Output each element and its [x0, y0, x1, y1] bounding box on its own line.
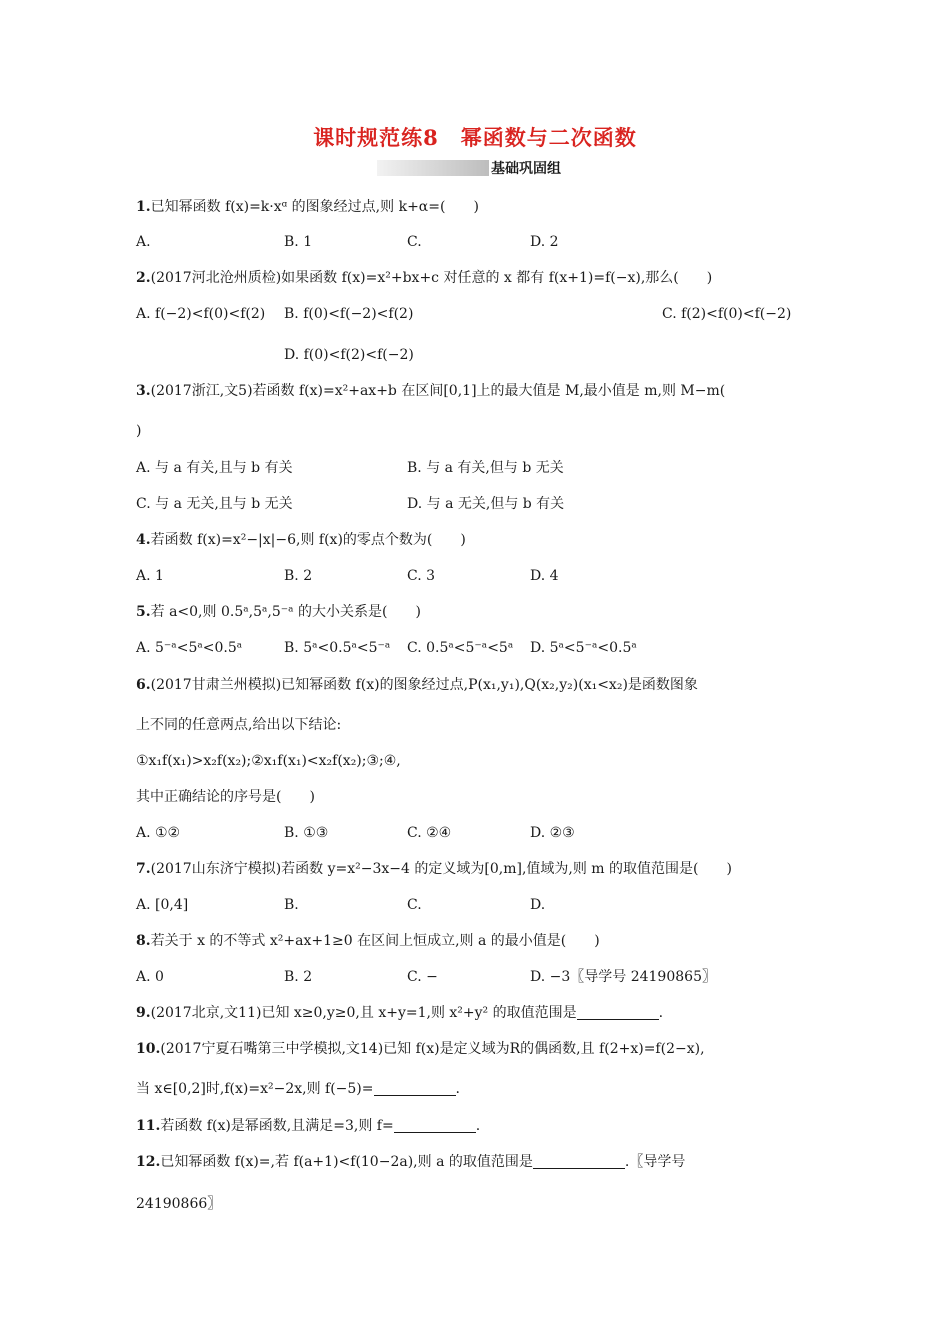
question-number: 12.	[136, 1154, 161, 1170]
option-b: B. 与 a 有关,但与 b 无关	[407, 460, 564, 476]
option-c: C.	[407, 897, 422, 913]
question-number: 3.	[136, 383, 151, 399]
option-c: C. ②④	[407, 825, 452, 841]
option-a: A. ①②	[136, 825, 181, 841]
question-text: 若函数 f(x)是幂函数,且满足=3,则 f=	[160, 1118, 394, 1134]
question-9	[136, 1003, 663, 1023]
question-10-continued	[136, 1079, 460, 1099]
question-text: 已知幂函数 f(x)=,若 f(a+1)<f(10−2a),则 a 的取值范围是	[160, 1154, 533, 1170]
option-b: B. 5ᵃ<0.5ᵃ<5⁻ᵃ	[284, 640, 391, 656]
question-12	[136, 1152, 685, 1172]
question-6-prompt: 其中正确结论的序号是( )	[136, 789, 315, 805]
option-c: C. 3	[407, 568, 436, 584]
answer-blank[interactable]	[394, 1118, 476, 1133]
question-6-continued: 上不同的任意两点,给出以下结论:	[136, 717, 342, 733]
question-6	[136, 675, 698, 695]
option-d: D. ②③	[530, 825, 575, 841]
question-8	[136, 931, 600, 951]
question-5	[136, 602, 421, 622]
question-text: 当 x∈[0,2]时,f(x)=x²−2x,则 f(−5)=	[136, 1081, 374, 1097]
option-c: C. 0.5ᵃ<5⁻ᵃ<5ᵃ	[407, 640, 514, 656]
option-a: A. 0	[136, 969, 164, 985]
answer-blank[interactable]	[533, 1154, 625, 1169]
question-text: (2017甘肃兰州模拟)已知幂函数 f(x)的图象经过点,P(x₁,y₁),Q(x₂,y₂)(x₁<x₂)是函数图象	[150, 677, 698, 693]
option-a: A. 1	[136, 568, 164, 584]
question-number: 5.	[136, 604, 151, 620]
question-number: 2.	[136, 270, 151, 286]
question-3-continued: )	[136, 423, 142, 439]
question-number: 10.	[136, 1041, 161, 1057]
option-d: D. 与 a 无关,但与 b 有关	[407, 496, 565, 512]
question-tail: .	[475, 1118, 481, 1134]
question-text: 已知幂函数 f(x)=k·xᵅ 的图象经过点,则 k+α=( )	[150, 199, 479, 215]
answer-blank[interactable]	[374, 1081, 456, 1096]
question-text: (2017山东济宁模拟)若函数 y=x²−3x−4 的定义域为[0,m],值域为,则 m 的取值范围是( )	[150, 861, 732, 877]
option-d: D. 2	[530, 234, 559, 250]
question-text: 若关于 x 的不等式 x²+ax+1≥0 在区间上恒成立,则 a 的最小值是( )	[150, 933, 600, 949]
option-a: A. 与 a 有关,且与 b 有关	[136, 460, 293, 476]
question-text: (2017宁夏石嘴第三中学模拟,文14)已知 f(x)是定义域为R的偶函数,且 f(2+x)=f(2−x),	[160, 1041, 705, 1057]
question-7	[136, 859, 732, 879]
question-12-continued: 24190866〗	[136, 1196, 222, 1212]
option-d: D. −3〖导学号 24190865〗	[530, 969, 716, 985]
section-bar	[377, 160, 489, 176]
option-b: B.	[284, 897, 299, 913]
question-text: 若 a<0,则 0.5ᵃ,5ᵃ,5⁻ᵃ 的大小关系是( )	[150, 604, 421, 620]
question-2	[136, 268, 712, 288]
question-1	[136, 197, 479, 217]
option-a: A. [0,4]	[136, 897, 189, 913]
option-c: C. −	[407, 969, 438, 985]
question-6-conclusions: ①x₁f(x₁)>x₂f(x₂);②x₁f(x₁)<x₂f(x₂);③;④,	[136, 753, 401, 769]
option-a: A. f(−2)<f(0)<f(2)	[136, 306, 266, 322]
option-a: A.	[136, 234, 151, 250]
option-d: D. 4	[530, 568, 559, 584]
question-10	[136, 1039, 705, 1059]
question-number: 6.	[136, 677, 151, 693]
page-title: 课时规范练8 幂函数与二次函数	[313, 125, 637, 150]
question-number: 7.	[136, 861, 151, 877]
question-tail: .〖导学号	[624, 1154, 686, 1170]
option-b: B. 1	[284, 234, 313, 250]
question-tail: .	[455, 1081, 460, 1097]
option-c: C. f(2)<f(0)<f(−2)	[662, 306, 792, 322]
option-d: D.	[530, 897, 546, 913]
question-number: 11.	[136, 1118, 161, 1134]
option-d: D. 5ᵃ<5⁻ᵃ<0.5ᵃ	[530, 640, 637, 656]
question-number: 8.	[136, 933, 151, 949]
option-c: C.	[407, 234, 422, 250]
option-d: D. f(0)<f(2)<f(−2)	[284, 347, 414, 363]
question-number: 1.	[136, 199, 151, 215]
question-3	[136, 381, 725, 401]
question-text: (2017浙江,文5)若函数 f(x)=x²+ax+b 在区间[0,1]上的最大值是 M,最小值是 m,则 M−m(	[150, 383, 726, 399]
question-11	[136, 1116, 480, 1136]
section-heading: 基础巩固组	[491, 161, 561, 177]
question-4	[136, 530, 466, 550]
option-c: C. 与 a 无关,且与 b 无关	[136, 496, 293, 512]
answer-blank[interactable]	[577, 1005, 659, 1020]
question-text: (2017北京,文11)已知 x≥0,y≥0,且 x+y=1,则 x²+y² 的取值范围是	[150, 1005, 577, 1021]
option-b: B. 2	[284, 568, 313, 584]
option-b: B. ①③	[284, 825, 329, 841]
question-text: (2017河北沧州质检)如果函数 f(x)=x²+bx+c 对任意的 x 都有 f(x+1)=f(−x),那么( )	[150, 270, 713, 286]
option-a: A. 5⁻ᵃ<5ᵃ<0.5ᵃ	[136, 640, 243, 656]
question-number: 4.	[136, 532, 151, 548]
option-b: B. 2	[284, 969, 313, 985]
question-tail: .	[658, 1005, 664, 1021]
question-number: 9.	[136, 1005, 151, 1021]
option-b: B. f(0)<f(−2)<f(2)	[284, 306, 414, 322]
question-text: 若函数 f(x)=x²−|x|−6,则 f(x)的零点个数为( )	[150, 532, 466, 548]
